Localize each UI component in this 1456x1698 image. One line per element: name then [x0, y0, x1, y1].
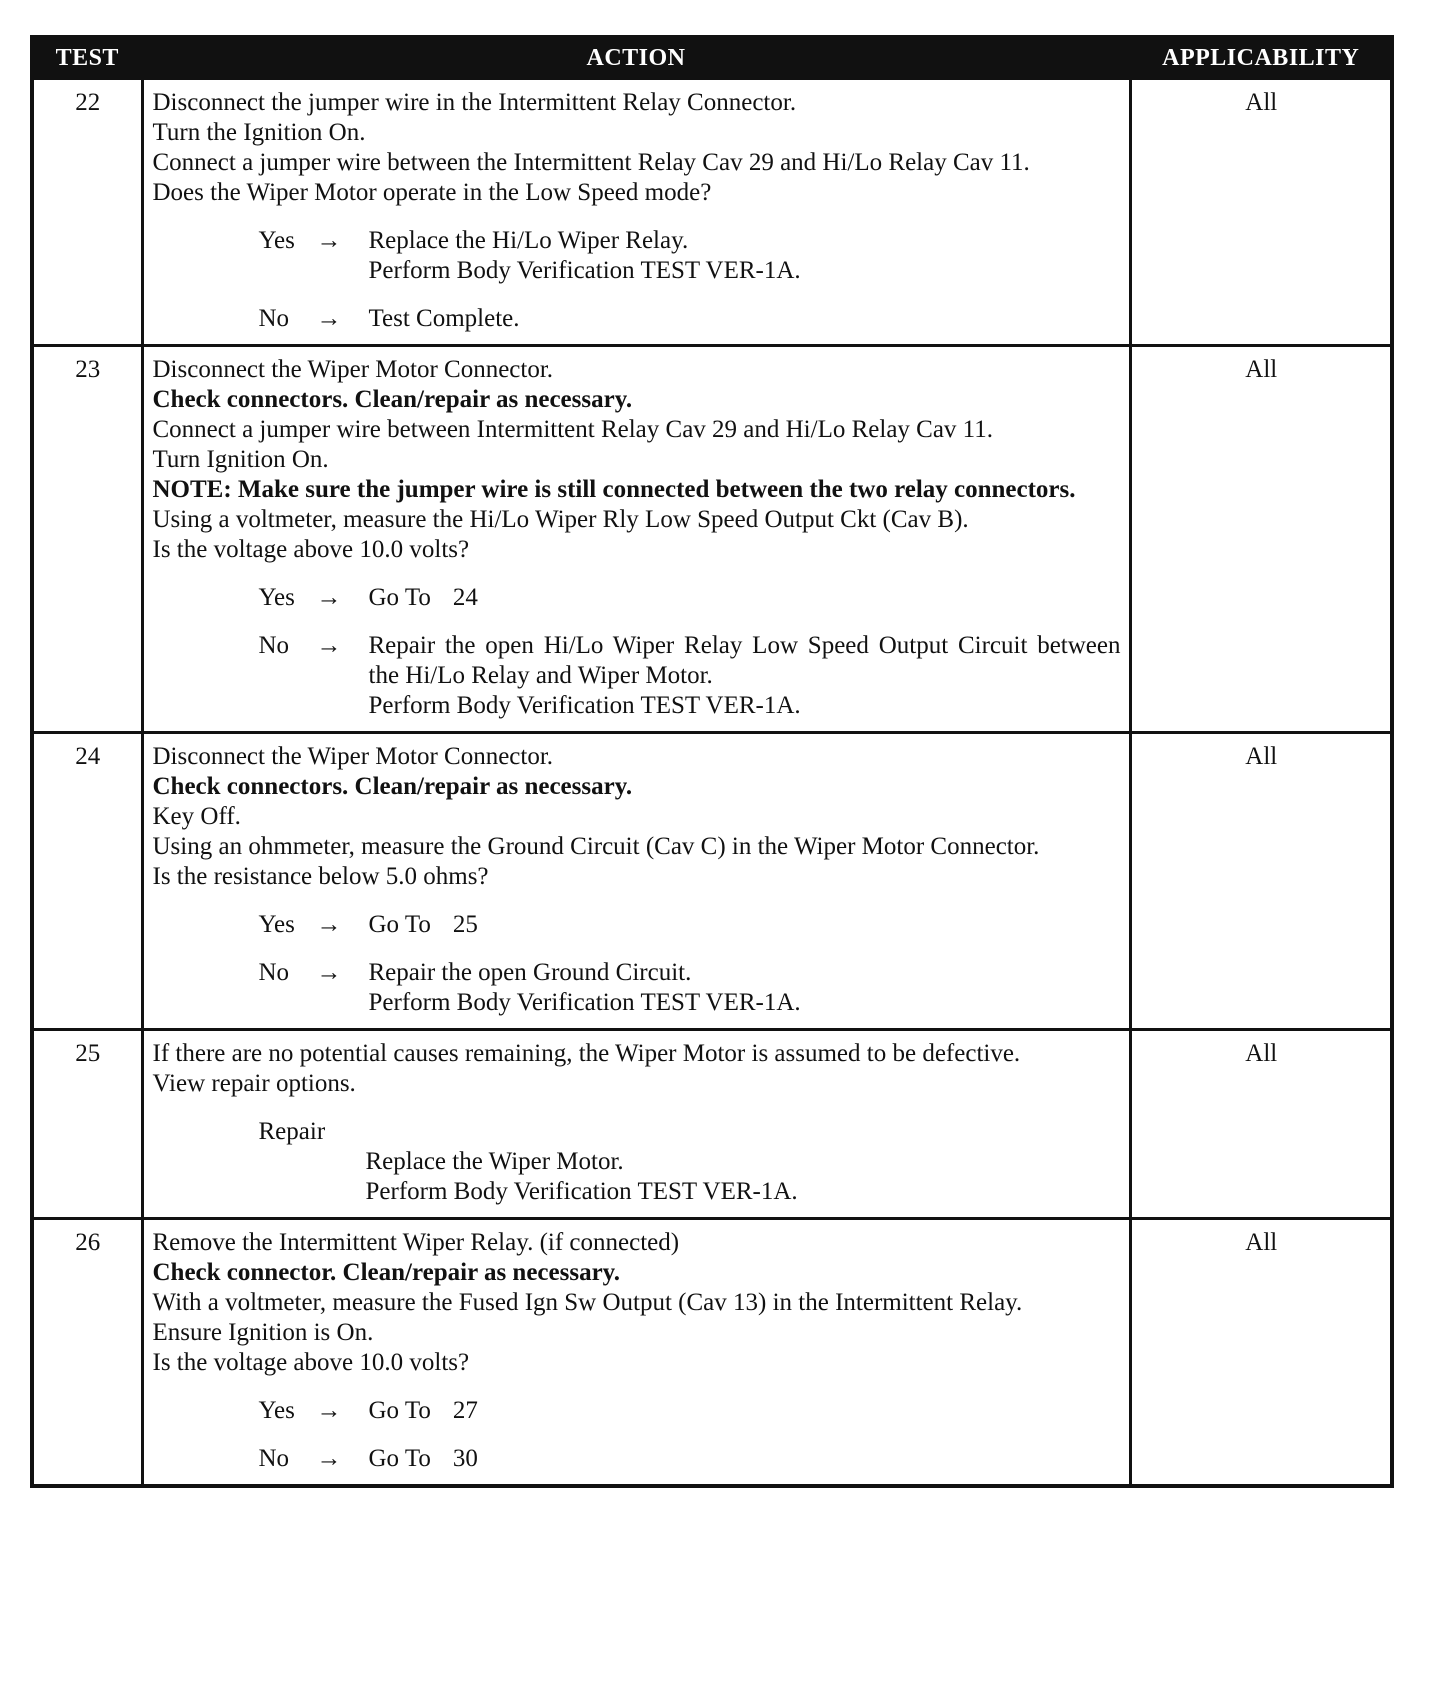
test-number: 26: [32, 1219, 142, 1487]
repair-steps: [366, 1147, 1121, 1207]
result-action: [369, 958, 1121, 1018]
arrow-right-icon: →: [316, 632, 342, 659]
action-cell: [142, 346, 1130, 733]
action-instruction: Connect a jumper wire between Intermittent Relay Cav 29 and Hi/Lo Relay Cav 11.: [152, 416, 994, 443]
goto-label: Go To: [368, 1397, 431, 1424]
table-row: [32, 1030, 1392, 1219]
test-number: 23: [32, 346, 142, 733]
goto-test-link[interactable]: 24: [452, 584, 478, 611]
action-instruction: Key Off.: [152, 803, 241, 830]
result-step: Perform Body Verification TEST VER-1A.: [368, 989, 801, 1016]
result-yes: [153, 910, 1121, 940]
goto-test-link[interactable]: 25: [452, 911, 478, 938]
result-answer: Yes: [258, 584, 295, 611]
table-row: [32, 79, 1392, 346]
action-instruction: Turn the Ignition On.: [152, 119, 366, 146]
result-no: [153, 631, 1121, 721]
result-no: [153, 304, 1121, 334]
repair-step: Replace the Wiper Motor.: [365, 1148, 624, 1175]
action-instruction-bold: Check connector. Clean/repair as necessary.: [152, 1259, 621, 1286]
result-action: [369, 583, 1121, 613]
result-action: [369, 910, 1121, 940]
arrow-right-icon: →: [316, 1445, 342, 1472]
action-instruction: Turn Ignition On.: [152, 446, 329, 473]
result-no: [153, 1444, 1121, 1474]
action-instruction: Disconnect the jumper wire in the Intermittent Relay Connector.: [152, 89, 797, 116]
table-row: [32, 1219, 1392, 1487]
action-instruction-bold: Check connectors. Clean/repair as necessary.: [152, 386, 633, 413]
arrow-right-icon: →: [316, 584, 342, 611]
action-cell: [142, 79, 1130, 346]
action-instruction: Connect a jumper wire between the Intermittent Relay Cav 29 and Hi/Lo Relay Cav 11.: [152, 149, 1030, 176]
arrow-right-icon: →: [316, 305, 342, 332]
action-instruction: Disconnect the Wiper Motor Connector.: [152, 356, 554, 383]
result-answer: No: [258, 305, 290, 332]
applicability-value: All: [1130, 79, 1392, 346]
action-instruction: Using a voltmeter, measure the Hi/Lo Wiper Rly Low Speed Output Ckt (Cav B).: [152, 506, 969, 533]
header-action: ACTION: [142, 37, 1130, 79]
repair-label: Repair: [258, 1118, 326, 1145]
goto-test-link[interactable]: 27: [452, 1397, 478, 1424]
applicability-value: All: [1130, 1030, 1392, 1219]
goto-label: Go To: [368, 1445, 431, 1472]
action-instruction: View repair options.: [152, 1070, 356, 1097]
test-number: 24: [32, 733, 142, 1030]
action-instruction: Is the resistance below 5.0 ohms?: [152, 863, 489, 890]
result-action: [369, 1444, 1121, 1474]
applicability-value: All: [1130, 733, 1392, 1030]
test-number: 22: [32, 79, 142, 346]
arrow-right-icon: →: [316, 1397, 342, 1424]
arrow-right-icon: →: [316, 911, 342, 938]
action-instruction: Remove the Intermittent Wiper Relay. (if connected): [152, 1229, 680, 1256]
test-number: 25: [32, 1030, 142, 1219]
result-yes: [153, 1396, 1121, 1426]
goto-label: Go To: [368, 584, 431, 611]
repair-options: [259, 1117, 1121, 1207]
result-action: [369, 226, 1121, 286]
arrow-right-icon: →: [316, 227, 342, 254]
result-answer: Yes: [258, 227, 295, 254]
result-step: Perform Body Verification TEST VER-1A.: [368, 257, 801, 284]
action-instruction-bold: NOTE: Make sure the jumper wire is still connected between the two relay connectors.: [152, 476, 1076, 503]
action-cell: [142, 733, 1130, 1030]
result-step: Replace the Hi/Lo Wiper Relay.: [368, 227, 689, 254]
action-instruction: With a voltmeter, measure the Fused Ign Sw Output (Cav 13) in the Intermittent Relay.: [152, 1289, 1023, 1316]
table-row: [32, 733, 1392, 1030]
action-instruction: Does the Wiper Motor operate in the Low Speed mode?: [152, 179, 712, 206]
result-step: Perform Body Verification TEST VER-1A.: [368, 692, 801, 719]
repair-step: Perform Body Verification TEST VER-1A.: [365, 1178, 798, 1205]
goto-test-link[interactable]: 30: [452, 1445, 478, 1472]
applicability-value: All: [1130, 346, 1392, 733]
result-answer: No: [258, 959, 290, 986]
result-no: [153, 958, 1121, 1018]
diagnostic-procedure-sheet: [30, 35, 1390, 1488]
result-yes: [153, 583, 1121, 613]
action-instruction: Ensure Ignition is On.: [152, 1319, 374, 1346]
result-answer: No: [258, 1445, 290, 1472]
result-action: [369, 631, 1121, 721]
applicability-value: All: [1130, 1219, 1392, 1487]
action-instruction: Using an ohmmeter, measure the Ground Circuit (Cav C) in the Wiper Motor Connector.: [152, 833, 1040, 860]
action-instruction: If there are no potential causes remaining, the Wiper Motor is assumed to be defective.: [152, 1040, 1021, 1067]
result-step: Repair the open Hi/Lo Wiper Relay Low Speed Output Circuit between the Hi/Lo Relay and Wiper Motor.: [368, 632, 1121, 689]
goto-label: Go To: [368, 911, 431, 938]
result-yes: [153, 226, 1121, 286]
diagnostic-test-table: [30, 35, 1394, 1488]
table-body: [32, 79, 1392, 1487]
result-answer: Yes: [258, 911, 295, 938]
action-instruction: Disconnect the Wiper Motor Connector.: [152, 743, 554, 770]
header-test: TEST: [32, 37, 142, 79]
action-cell: [142, 1030, 1130, 1219]
result-step: Repair the open Ground Circuit.: [368, 959, 692, 986]
action-instruction: Is the voltage above 10.0 volts?: [152, 536, 470, 563]
result-action: [369, 1396, 1121, 1426]
result-action: [369, 304, 1121, 334]
table-row: [32, 346, 1392, 733]
action-instruction: Is the voltage above 10.0 volts?: [152, 1349, 470, 1376]
result-answer: No: [258, 632, 290, 659]
action-cell: [142, 1219, 1130, 1487]
header-applicability: APPLICABILITY: [1130, 37, 1392, 79]
result-step: Test Complete.: [368, 305, 520, 332]
arrow-right-icon: →: [316, 959, 342, 986]
action-instruction-bold: Check connectors. Clean/repair as necessary.: [152, 773, 633, 800]
result-answer: Yes: [258, 1397, 295, 1424]
table-header-row: [32, 37, 1392, 79]
